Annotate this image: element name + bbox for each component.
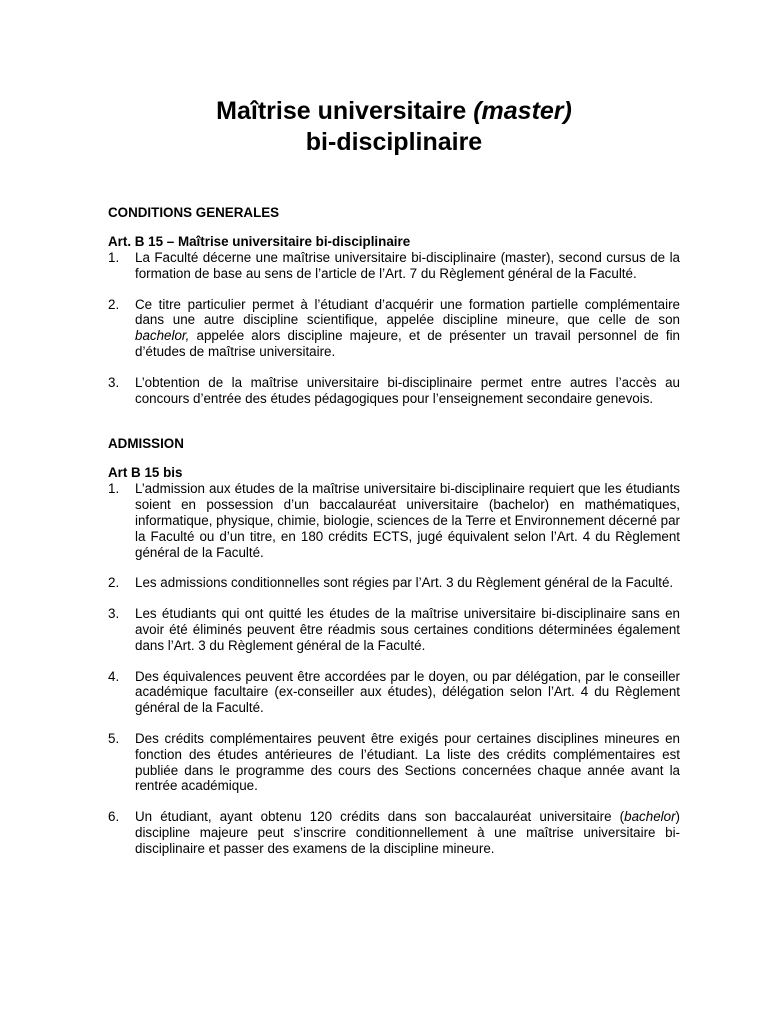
list-item [108, 606, 680, 653]
admission-list [108, 481, 680, 856]
list-item [108, 731, 680, 794]
title-master: (master) [473, 97, 572, 125]
title-line2: bi-disciplinaire [305, 128, 483, 156]
item-text: L’admission aux études de la maîtrise universitaire bi-disciplinaire requiert que les étudiants soient en possession d’un baccalauréat universitaire (bachelor) en mathématiques, informatique, physique, chimie, biologie, sciences de la Terre et Environnement décerné par la Faculté ou d’un titre, en 180 crédits ECTS, jugé équivalent selon l’Art. 4 du Règlement général de la Faculté. [135, 481, 680, 560]
conditions-list [108, 250, 680, 406]
item-text: Des crédits complémentaires peuvent être exigés pour certaines disciplines mineures en fonction des études antérieures de l’étudiant. La liste des crédits complémentaires est publiée dans le programme des cours des Sections concernées chaque année avant la rentrée académique. [135, 730, 680, 794]
list-item [108, 669, 680, 716]
item-text: Un étudiant, ayant obtenu 120 crédits dans son baccalauréat universitaire (bachelor) discipline majeure peut s’inscrire conditionnellement à une maîtrise universitaire bi-disciplinaire et passer des examens de la discipline mineure. [135, 809, 680, 856]
item-number: 3. [108, 374, 120, 390]
article-b15bis-heading: Art B 15 bis [108, 465, 183, 481]
item-text: Les admissions conditionnelles sont régies par l’Art. 3 du Règlement général de la Faculté. [135, 575, 674, 591]
title-line1: Maîtrise universitaire (master) [216, 97, 572, 125]
item-number: 5. [108, 730, 120, 746]
item-text: La Faculté décerne une maîtrise universitaire bi-disciplinaire (master), second cursus de la formation de base au sens de l’article de l’Art. 7 du Règlement général de la Faculté. [135, 250, 680, 281]
item-text: L’obtention de la maîtrise universitaire bi-disciplinaire permet entre autres l’accès au concours d’entrée des études pédagogiques pour l’enseignement secondaire genevois. [135, 374, 680, 406]
section-heading-conditions: CONDITIONS GENERALES [108, 205, 280, 220]
article-b15-heading: Art. B 15 – Maîtrise universitaire bi-disciplinaire [108, 234, 411, 249]
list-item [108, 575, 680, 591]
item-text: Les étudiants qui ont quitté les études de la maîtrise universitaire bi-disciplinaire sans en avoir été éliminés peuvent être réadmis sous certaines conditions déterminées également dans l’Art. 3 du Règlement général de la Faculté. [135, 606, 680, 653]
list-item [108, 809, 680, 856]
list-item [108, 481, 680, 560]
document-page [108, 96, 680, 857]
list-item [108, 250, 680, 282]
item-number: 4. [108, 668, 120, 684]
section-heading-admission: ADMISSION [108, 436, 184, 452]
item-text: Ce titre particulier permet à l’étudiant d’acquérir une formation partielle complémentaire dans une autre discipline scientifique, appelée discipline mineure, que celle de son bachelor, appelée alors discipline majeure, et de présenter un travail personnel de fin d’études de maîtrise universitaire. [135, 296, 680, 359]
item-number: 3. [108, 606, 120, 622]
item-text: Des équivalences peuvent être accordées par le doyen, ou par délégation, par le conseiller académique facultaire (ex-conseiller aux études), délégation selon l’Art. 4 du Règlement général de la Faculté. [135, 668, 680, 716]
document-title [108, 96, 680, 158]
item-number: 1. [108, 250, 120, 265]
item-number: 2. [108, 296, 120, 312]
list-item [108, 375, 680, 407]
item-number: 1. [108, 481, 120, 497]
list-item [108, 297, 680, 360]
item-number: 2. [108, 575, 120, 591]
item-number: 6. [108, 809, 120, 825]
